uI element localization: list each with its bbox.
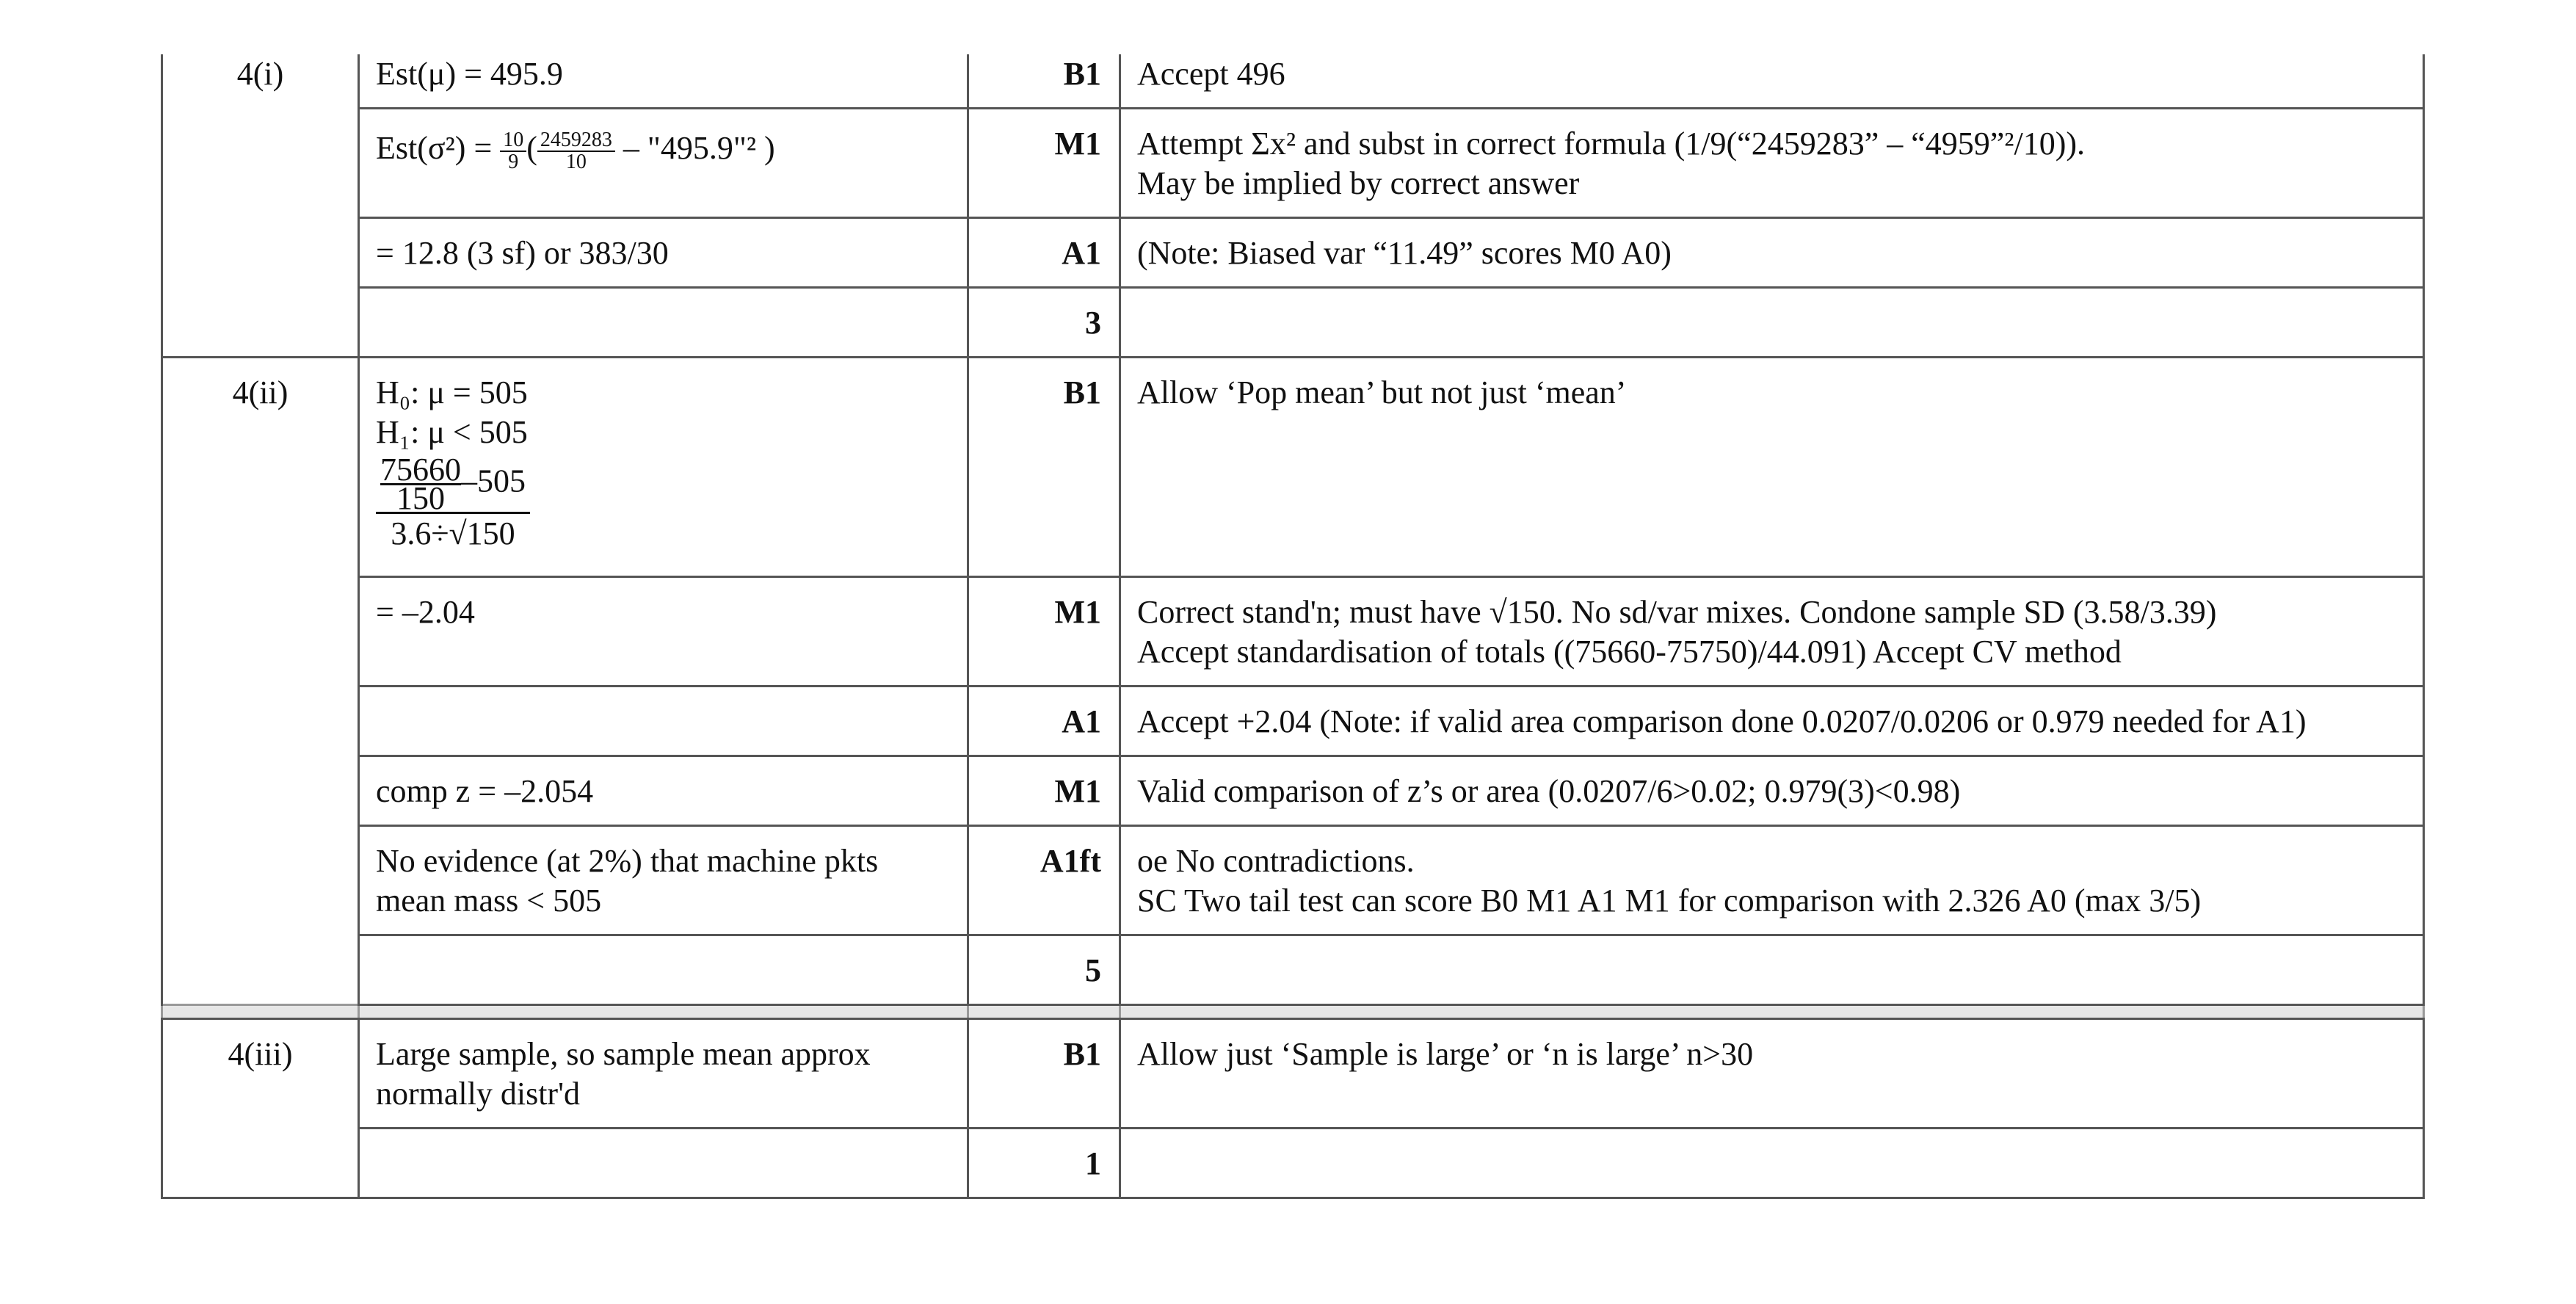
answer-cell [359, 288, 968, 358]
guidance-cell: Allow just ‘Sample is large’ or ‘n is large’ n>30 [1120, 1019, 2424, 1129]
table-row [162, 288, 2424, 358]
mark-cell: B1 [968, 54, 1120, 109]
table-row [162, 756, 2424, 826]
table-row [162, 577, 2424, 687]
mark-cell: A1ft [968, 826, 1120, 935]
guidance-cell: Attempt Σx² and subst in correct formula (1/9(“2459283” – “4959”²/10)). May be implied by correct answer [1120, 109, 2424, 218]
guidance-cell: Accept 496 [1120, 54, 2424, 109]
table-row [162, 935, 2424, 1005]
guidance-cell [1120, 935, 2424, 1005]
fraction-sum-over-ten: $\frac{2459283}{10}$ [537, 130, 615, 173]
mark-cell: B1 [968, 358, 1120, 577]
question-label: 4(ii) [162, 358, 359, 1005]
answer-cell [359, 1129, 968, 1198]
answer-cell: Large sample, so sample mean approx normally distr'd [359, 1019, 968, 1129]
table-row [162, 1129, 2424, 1198]
table-row [162, 687, 2424, 756]
table-row [162, 1019, 2424, 1129]
table-row [162, 358, 2424, 577]
test-statistic-fraction: $\frac{\frac{75660}{150}-505}{3.6\div√150}$ [376, 457, 530, 554]
guidance-cell [1120, 1129, 2424, 1198]
answer-cell [359, 935, 968, 1005]
table-row [162, 54, 2424, 109]
mark-cell: M1 [968, 109, 1120, 218]
mark-cell: A1 [968, 687, 1120, 756]
guidance-cell: Accept +2.04 (Note: if valid area comparison done 0.0207/0.0206 or 0.979 needed for A1) [1120, 687, 2424, 756]
table-row [162, 218, 2424, 288]
mark-cell: A1 [968, 218, 1120, 288]
answer-cell: comp z = –2.054 [359, 756, 968, 826]
guidance-cell: Correct stand'n; must have √150. No sd/var mixes. Condone sample SD (3.58/3.39) Accept standardisation of totals ((75660-75750)/44.091) Accept CV method [1120, 577, 2424, 687]
answer-cell [359, 687, 968, 756]
table-row [162, 826, 2424, 935]
guidance-cell [1120, 288, 2424, 358]
answer-cell: No evidence (at 2%) that machine pkts mean mass < 505 [359, 826, 968, 935]
answer-cell: H₀: μ = 505 H₁: μ < 505 $\frac{\frac{75660}{150}-505}{3.6\div√150}$ [359, 358, 968, 577]
fraction-ten-ninths: $\frac{10}{9}$ [500, 130, 526, 173]
answer-cell: Est(μ) = 495.9 [359, 54, 968, 109]
guidance-cell: Allow ‘Pop mean’ but not just ‘mean’ [1120, 358, 2424, 577]
page-break-divider [162, 1005, 2424, 1019]
mark-scheme-table [161, 54, 2423, 1199]
guidance-cell: Valid comparison of z’s or area (0.0207/6>0.02; 0.979(3)<0.98) [1120, 756, 2424, 826]
table-row [162, 109, 2424, 218]
question-label: 4(iii) [162, 1019, 359, 1198]
mark-cell: B1 [968, 1019, 1120, 1129]
total-mark-cell: 1 [968, 1129, 1120, 1198]
mark-cell: M1 [968, 577, 1120, 687]
answer-cell: = –2.04 [359, 577, 968, 687]
guidance-cell: oe No contradictions. SC Two tail test can score B0 M1 A1 M1 for comparison with 2.326 A0 (max 3/5) [1120, 826, 2424, 935]
total-mark-cell: 5 [968, 935, 1120, 1005]
answer-cell: = 12.8 (3 sf) or 383/30 [359, 218, 968, 288]
answer-cell: Est(σ²) = $\frac{10}{9}$ ( $\frac{2459283}{10}$ – "495.9"² ) [359, 109, 968, 218]
mark-cell: M1 [968, 756, 1120, 826]
question-label: 4(i) [162, 54, 359, 358]
guidance-cell: (Note: Biased var “11.49” scores M0 A0) [1120, 218, 2424, 288]
total-mark-cell: 3 [968, 288, 1120, 358]
